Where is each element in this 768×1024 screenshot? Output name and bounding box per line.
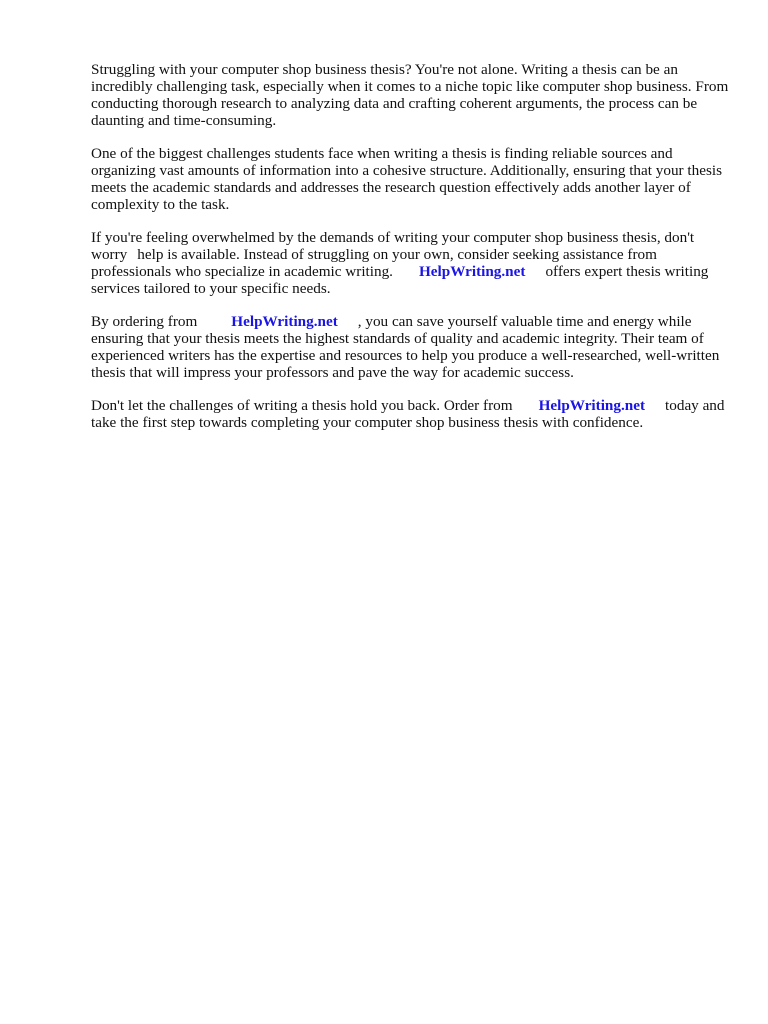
paragraph-closing	[91, 397, 731, 431]
paragraph-ordering-text-after: , you can save yourself valuable time and energy while ensuring that your thesis meets the highest standards of quality and academic integrity. Their team of experienced writers has the expertise and resources to help you produce a well-researched, well-written thesis that will impress your professors and pave the way for academic success.	[91, 313, 720, 381]
paragraph-help	[91, 229, 731, 297]
helpwriting-link-3[interactable]: HelpWriting.net	[538, 397, 646, 414]
paragraph-ordering-text-before: By ordering from	[91, 313, 198, 330]
paragraph-help-text-middle: help is available. Instead of struggling on your own, consider seeking assistance from professionals who specialize in academic writing.	[91, 246, 657, 280]
paragraph-ordering	[91, 313, 731, 381]
document-body	[91, 61, 731, 447]
paragraph-closing-text-before: Don't let the challenges of writing a thesis hold you back. Order from	[91, 397, 513, 414]
paragraph-challenges-text: One of the biggest challenges students face when writing a thesis is finding reliable sources and organizing vast amounts of information into a cohesive structure. Additionally, ensuring that your thesis meets the academic standards and addresses the research question effectively adds another layer of complexity to the task.	[91, 145, 723, 213]
paragraph-intro	[91, 61, 731, 129]
helpwriting-link-2[interactable]: HelpWriting.net	[231, 313, 338, 330]
paragraph-challenges	[91, 145, 731, 213]
paragraph-help-text-before: If you're feeling overwhelmed by the demands of writing your computer shop business thesis, don't worry	[91, 229, 695, 263]
helpwriting-link-1[interactable]: HelpWriting.net	[418, 263, 526, 280]
paragraph-closing-text-after: today and take the first step towards completing your computer shop business thesis with confidence.	[91, 397, 725, 431]
paragraph-intro-text: Struggling with your computer shop business thesis? You're not alone. Writing a thesis can be an incredibly challenging task, especially when it comes to a niche topic like computer shop business. From conducting thorough research to analyzing data and crafting coherent arguments, the process can be daunting and time-consuming.	[91, 61, 729, 129]
paragraph-help-text-after: offers expert thesis writing services tailored to your specific needs.	[91, 263, 709, 297]
